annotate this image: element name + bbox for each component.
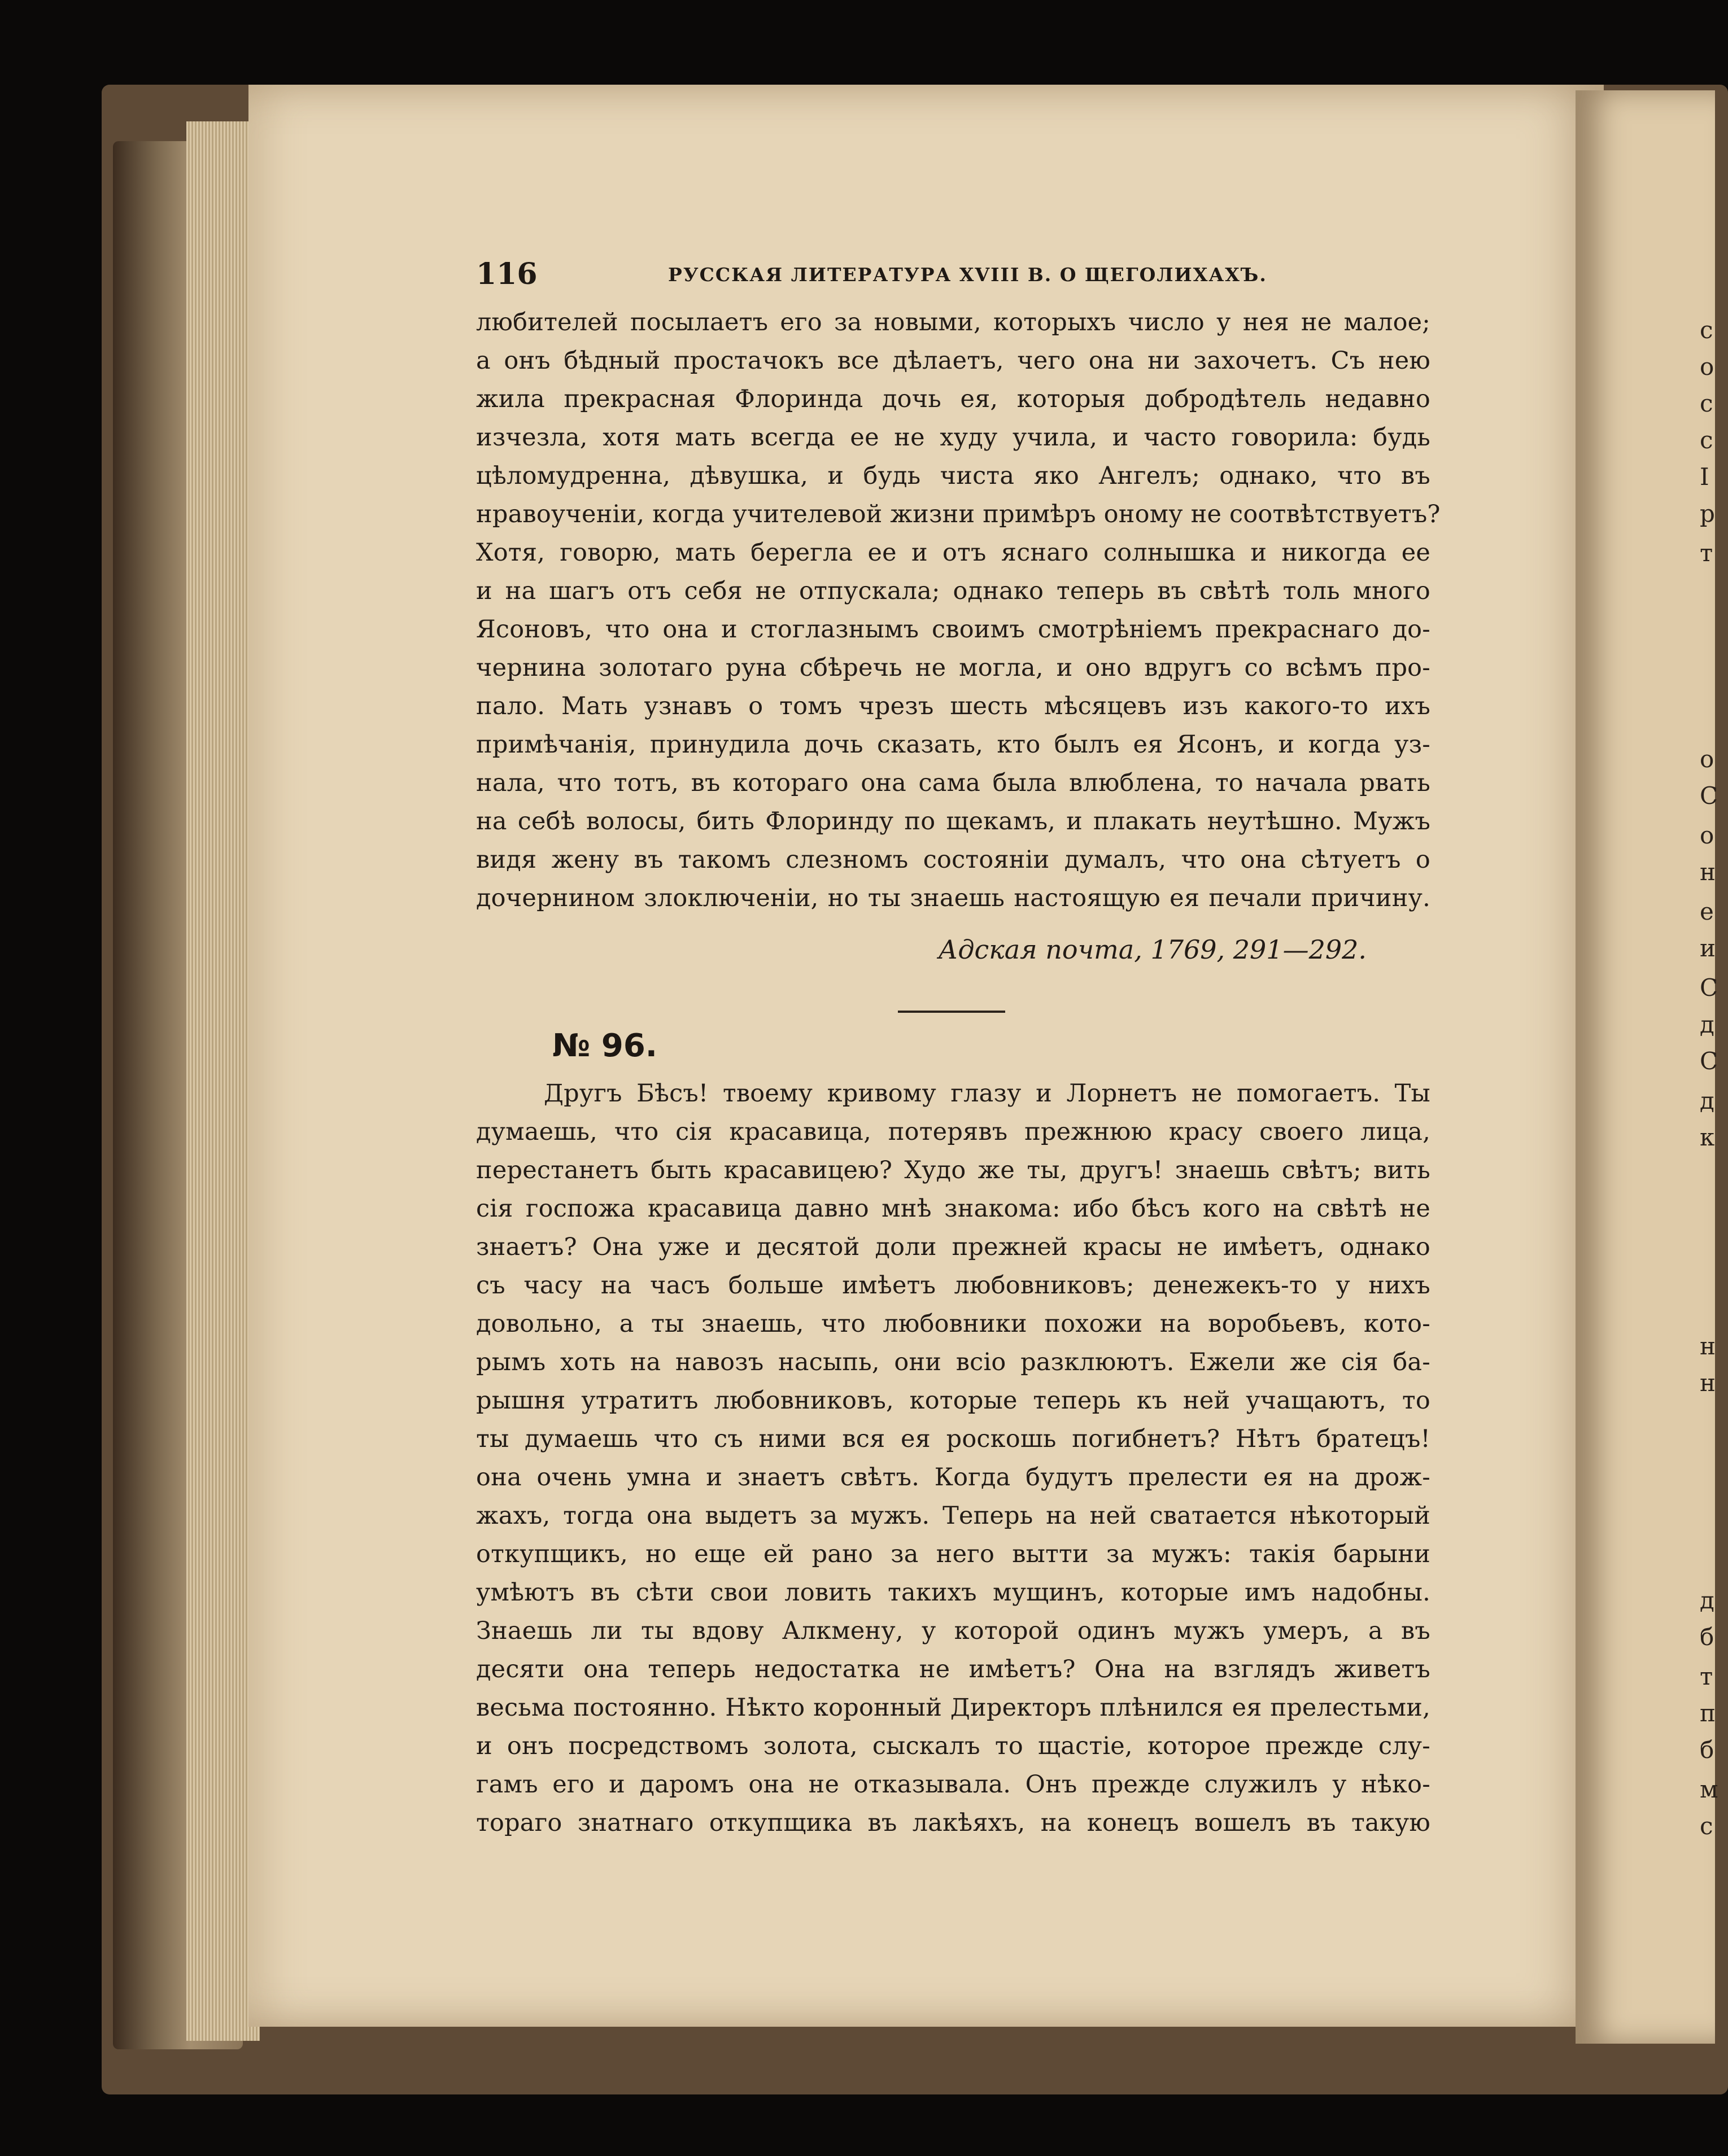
- facing-page-letter: С: [1700, 782, 1718, 810]
- text-line: жила прекрасная Флоринда дочь ея, которыя добродѣтель недавно: [476, 385, 1430, 413]
- page-header: [476, 257, 1436, 291]
- facing-page-letter: к: [1700, 1123, 1715, 1151]
- text-line: Знаешь ли ты вдову Алкмену, у которой одинъ мужъ умеръ, а въ: [476, 1617, 1430, 1645]
- text-line: гамъ его и даромъ она не отказывала. Онъ прежде служилъ у нѣко-: [476, 1770, 1430, 1799]
- facing-page-letter: с: [1700, 1812, 1713, 1840]
- text-line: а онъ бѣдный простачокъ все дѣлаетъ, чего она ни захочетъ. Съ нею: [476, 347, 1430, 375]
- facing-page-letter: н: [1700, 1369, 1716, 1397]
- facing-page-letter: н: [1700, 1332, 1716, 1360]
- text-line: и онъ посредствомъ золота, сыскалъ то щастіе, которое прежде слу-: [476, 1732, 1430, 1760]
- text-line: Хотя, говорю, мать берегла ее и отъ яснаго солнышка и никогда ее: [476, 539, 1430, 567]
- text-line: и на шагъ отъ себя не отпускала; однако теперь въ свѣтѣ толь много: [476, 577, 1430, 605]
- passage-bottom: [476, 1074, 1430, 1842]
- facing-page-edge: [1576, 90, 1715, 2044]
- text-line: цѣломудренна, дѣвушка, и будь чиста яко Ангелъ; однако, что въ: [476, 462, 1430, 490]
- text-line: любителей посылаетъ его за новыми, которыхъ число у нея не малое;: [476, 308, 1430, 336]
- facing-page-letter: д: [1700, 1087, 1714, 1114]
- text-line: знаетъ? Она уже и десятой доли прежней красы не имѣетъ, однако: [476, 1233, 1430, 1261]
- running-title: РУССКАЯ ЛИТЕРАТУРА XVIII В. О ЩЕГОЛИХАХЪ.: [668, 264, 1267, 286]
- facing-page-letter: т: [1700, 539, 1713, 567]
- text-line: изчезла, хотя мать всегда ее не худу учила, и часто говорила: будь: [476, 423, 1430, 452]
- facing-page-letter: и: [1700, 934, 1716, 962]
- text-line: чернина золотаго руна сбѣречь не могла, и оно вдругъ со всѣмъ про-: [476, 654, 1430, 682]
- facing-page-letter: С: [1700, 974, 1718, 1002]
- facing-page-letter: б: [1700, 1623, 1714, 1651]
- text-line: рымъ хоть на навозъ насыпь, они всіо разклюютъ. Ежели же сія ба-: [476, 1348, 1430, 1376]
- facing-page-letter: с: [1700, 426, 1713, 454]
- section-divider: [898, 1011, 1005, 1013]
- facing-page-letter: е: [1700, 898, 1714, 925]
- text-line: весьма постоянно. Нѣкто коронный Директоръ плѣнился ея прелестьми,: [476, 1694, 1430, 1722]
- text-line: тораго знатнаго откупщика въ лакѣяхъ, на конецъ вошелъ въ такую: [476, 1809, 1430, 1837]
- text-line: пало. Мать узнавъ о томъ чрезъ шесть мѣсяцевъ изъ какого-то ихъ: [476, 692, 1430, 720]
- text-line: она очень умна и знаетъ свѣтъ. Когда будутъ прелести ея на дрож-: [476, 1463, 1430, 1492]
- facing-page-letter: д: [1700, 1011, 1714, 1038]
- text-line: десяти она теперь недостатка не имѣетъ? Она на взглядъ живетъ: [476, 1655, 1430, 1683]
- facing-page-letter: р: [1700, 500, 1715, 527]
- text-line: съ часу на часъ больше имѣетъ любовниковъ; денежекъ-то у нихъ: [476, 1271, 1430, 1300]
- text-line: видя жену въ такомъ слезномъ состояніи думалъ, что она сѣтуетъ о: [476, 846, 1430, 874]
- text-line: довольно, а ты знаешь, что любовники похожи на воробьевъ, кото-: [476, 1310, 1430, 1338]
- text-line: рышня утратитъ любовниковъ, которые теперь къ ней учащаютъ, то: [476, 1387, 1430, 1415]
- facing-page-letter: с: [1700, 316, 1713, 344]
- passage-top: [476, 303, 1441, 917]
- source-citation: Адская почта, 1769, 291—292.: [938, 934, 1367, 965]
- facing-page-letter: о: [1700, 821, 1714, 849]
- text-line: Другъ Бѣсъ! твоему кривому глазу и Лорнетъ не помогаетъ. Ты: [544, 1079, 1430, 1108]
- facing-page-letter: о: [1700, 745, 1714, 773]
- text-line: умѣютъ въ сѣти свои ловить такихъ мущинъ, которые имъ надобны.: [476, 1578, 1430, 1607]
- text-line: Ясоновъ, что она и стоглазнымъ своимъ смотрѣніемъ прекраснаго до-: [476, 615, 1430, 644]
- facing-page-letter: С: [1700, 1047, 1718, 1075]
- section-number: № 96.: [552, 1027, 658, 1064]
- text-line: сія госпожа красавица давно мнѣ знакома: ибо бѣсъ кого на свѣтѣ не: [476, 1195, 1430, 1223]
- text-line: нала, что тотъ, въ котораго она сама была влюблена, то начала рвать: [476, 769, 1430, 797]
- text-line: дочернином злоключеніи, но ты знаешь настоящую ея печали причину.: [476, 884, 1430, 912]
- facing-page-letter: с: [1700, 390, 1713, 417]
- text-line: жахъ, тогда она выдетъ за мужъ. Теперь на ней сватается нѣкоторый: [476, 1502, 1430, 1530]
- facing-page-letter: І: [1700, 463, 1709, 491]
- facing-page-letter: т: [1700, 1663, 1713, 1690]
- facing-page-letter: н: [1700, 858, 1716, 886]
- page-number: 116: [476, 257, 538, 291]
- text-line: ты думаешь что съ ними вся ея роскошь погибнетъ? Нѣтъ братецъ!: [476, 1425, 1430, 1453]
- facing-page-letter: б: [1700, 1736, 1714, 1764]
- facing-page-letter: п: [1700, 1699, 1716, 1727]
- facing-page-letter: о: [1700, 353, 1714, 381]
- text-line: перестанетъ быть красавицею? Худо же ты, другъ! знаешь свѣтъ; вить: [476, 1156, 1430, 1184]
- facing-page-letter: д: [1700, 1586, 1714, 1614]
- text-line: думаешь, что сія красавица, потерявъ прежнюю красу своего лица,: [476, 1118, 1430, 1146]
- facing-page-letter: м: [1700, 1775, 1718, 1803]
- text-line: откупщикъ, но еще ей рано за него вытти за мужъ: такія барыни: [476, 1540, 1430, 1568]
- text-line: нравоученіи, когда учителевой жизни примѣръ оному не соотвѣтствуетъ?: [476, 500, 1441, 528]
- text-line: примѣчанія, принудила дочь сказать, кто былъ ея Ясонъ, и когда уз-: [476, 731, 1430, 759]
- text-line: на себѣ волосы, бить Флоринду по щекамъ, и плакать неутѣшно. Мужъ: [476, 807, 1430, 836]
